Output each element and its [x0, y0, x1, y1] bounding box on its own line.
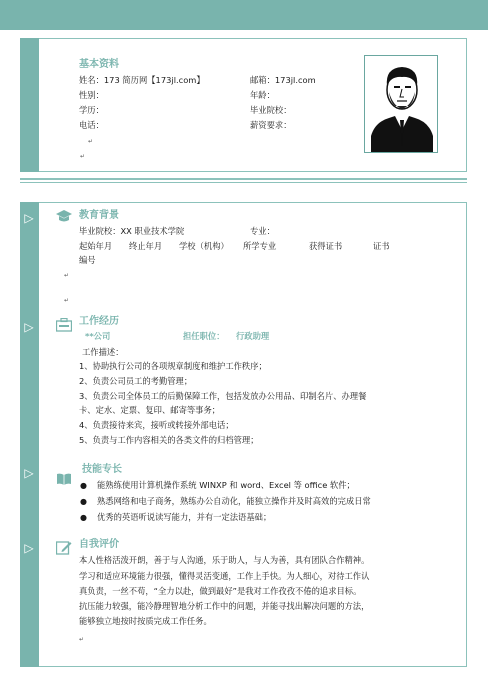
top-banner [0, 0, 488, 30]
age-field: 年龄： [250, 90, 275, 100]
main-sidebar [20, 202, 39, 667]
self-eval-line: 本人性格活泼开朗，善于与人沟通，乐于助人，与人为善，具有团队合作精神。 [79, 555, 370, 565]
work-item: 4、负责接待来宾，接听或转接外部电话； [79, 420, 234, 430]
work-item: 5、负责与工作内容相关的各类文件的归档管理； [79, 435, 259, 445]
name-field: 姓名：173 简历网【173jl.com】 [79, 75, 205, 85]
chevron-right-icon: ▷ [24, 466, 34, 480]
self-eval-line: 能够独立地按时按质完成工作任务。 [79, 616, 212, 626]
basic-info-sidebar [20, 38, 39, 172]
skill-item: 熟悉网络和电子商务，熟练办公自动化，能独立操作并及时高效的完成日常 [97, 496, 371, 506]
profile-photo [364, 55, 438, 153]
skills-title: 技能专长 [82, 464, 122, 475]
divider-top [20, 178, 467, 180]
edu-col-number: 编号 [79, 255, 96, 265]
work-desc-label: 工作描述： [82, 347, 124, 357]
basic-info-title: 基本资料 [79, 59, 119, 70]
education-title: 教育背景 [79, 210, 119, 221]
paragraph-mark: ↵ [64, 272, 70, 279]
work-position: 行政助理 [236, 331, 270, 341]
edu-col-cert: 获得证书 [309, 241, 343, 251]
email-field: 邮箱：173jl.com [250, 75, 316, 85]
self-eval-line: 抗压能力较强，能冷静理智地分析工作中的问题，并能寻找出解决问题的方法， [79, 601, 370, 611]
briefcase-icon [56, 318, 72, 332]
edu-col-end: 终止年月 [129, 241, 163, 251]
divider-bottom [20, 182, 467, 183]
edu-major: 专业： [250, 226, 275, 236]
edu-col-start: 起始年月 [79, 241, 113, 251]
bullet-icon: ● [80, 497, 87, 506]
book-icon [56, 472, 72, 486]
edu-col-school: 学校（机构） [179, 241, 229, 251]
paragraph-mark: ↵ [79, 636, 85, 643]
paragraph-mark: ↵ [88, 138, 94, 145]
work-title: 工作经历 [79, 316, 119, 327]
work-company: **公司 [85, 331, 111, 341]
edu-col-major: 所学专业 [243, 241, 277, 251]
bullet-icon: ● [80, 513, 87, 522]
salary-field: 薪资要求： [250, 120, 292, 130]
education-field: 学历： [79, 105, 104, 115]
work-item: 卡、定水、定票、复印、邮寄等事务； [79, 405, 221, 415]
graduation-cap-icon [56, 209, 72, 223]
skill-item: 优秀的英语听说读写能力，并有一定法语基础； [97, 512, 272, 522]
self-eval-line: 真负责，一丝不苟，“全力以赴，做到最好”是我对工作孜孜不倦的追求目标。 [79, 586, 362, 596]
chevron-right-icon: ▷ [24, 211, 34, 225]
self-eval-title: 自我评价 [79, 539, 119, 550]
work-item: 2、负责公司员工的考勤管理； [79, 376, 193, 386]
work-item: 1、协助执行公司的各项规章制度和维护工作秩序； [79, 361, 267, 371]
chevron-right-icon: ▷ [24, 320, 34, 334]
chevron-right-icon: ▷ [24, 541, 34, 555]
self-eval-line: 学习和适应环境能力很强，懂得灵活变通，工作上手快。为人细心，对待工作认 [79, 571, 370, 581]
phone-field: 电话： [79, 120, 104, 130]
gender-field: 性别： [79, 90, 104, 100]
edu-school: 毕业院校：XX 职业技术学院 [79, 226, 185, 236]
bullet-icon: ● [80, 481, 87, 490]
work-position-label: 担任职位： [183, 331, 225, 341]
edu-col-cert-no: 证书 [373, 241, 390, 251]
paragraph-mark: ↵ [64, 297, 70, 304]
school-field: 毕业院校： [250, 105, 292, 115]
paragraph-mark: ↵ [80, 153, 86, 160]
skill-item: 能熟练使用计算机操作系统 WINXP 和 word、Excel 等 office 软件； [97, 480, 355, 490]
edit-icon [56, 541, 72, 555]
work-item: 3、负责公司全体员工的后勤保障工作，包括发放办公用品、印制名片、办理餐 [79, 391, 367, 401]
